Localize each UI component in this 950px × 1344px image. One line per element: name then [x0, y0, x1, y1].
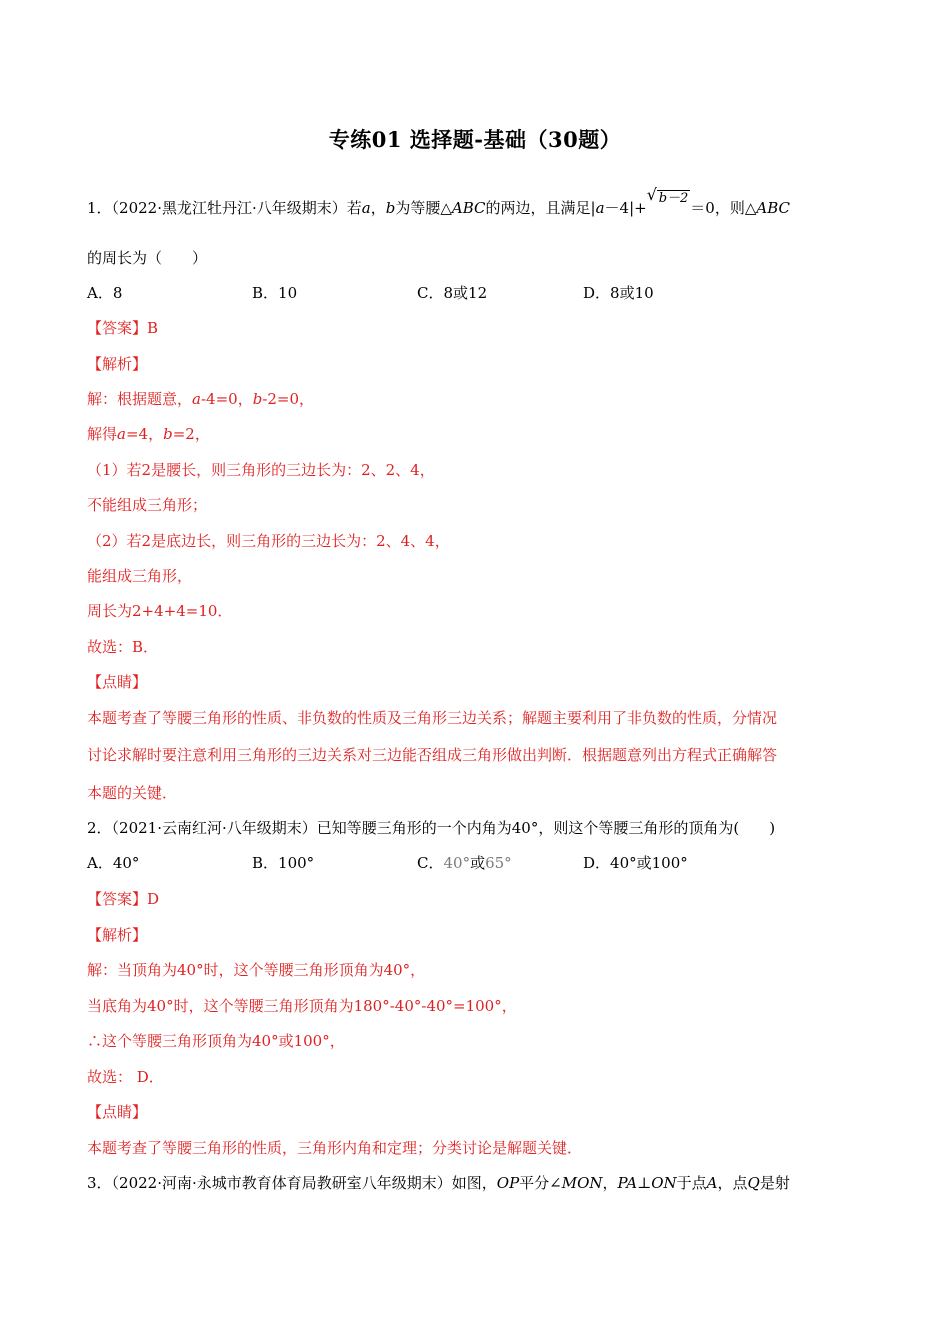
q1-solution-line3: （1）若2是腰长，则三角形的三边长为：2、2、4，: [87, 461, 435, 479]
q2-option-d: D．40°或100°: [583, 854, 688, 872]
q1-comment-heading: 【点睛】: [87, 673, 148, 691]
q1-solution-line8: 故选：B．: [87, 638, 159, 656]
q1-stem-line2: 的周长为（ ）: [87, 249, 208, 267]
q2-comment-heading: 【点睛】: [87, 1103, 148, 1121]
q1-solution-line5: （2）若2是底边长，则三角形的三边长为：2、4、4，: [87, 532, 450, 550]
q1-solution-line6: 能组成三角形，: [87, 567, 193, 585]
q2-solution-line1: 解：当顶角为40°时，这个等腰三角形顶角为40°，: [87, 961, 426, 979]
q1-comment-line3: 本题的关键．: [87, 784, 178, 802]
q2-solution-line2: 当底角为40°时，这个等腰三角形顶角为180°-40°-40°=100°，: [87, 997, 517, 1015]
q2-analysis-heading: 【解析】: [87, 926, 148, 944]
q1-solution-line7: 周长为2+4+4=10．: [87, 602, 233, 620]
q1-analysis-heading: 【解析】: [87, 355, 148, 373]
q1-answer: 【答案】B: [87, 319, 159, 337]
q2-stem-line1: 2．（2021·云南红河·八年级期末）已知等腰三角形的一个内角为40°，则这个等腰三角形的顶角为( ): [87, 819, 776, 837]
q1-solution-line2: 解得a=4，b=2，: [87, 425, 210, 443]
page-title: 专练01 选择题-基础（30题）: [328, 127, 622, 152]
q1-comment-line2: 讨论求解时要注意利用三角形的三边关系对三边能否组成三角形做出判断．根据题意列出方程式正确解答: [87, 746, 778, 764]
q1-solution-line1: 解：根据题意，a-4=0，b-2=0，: [87, 390, 315, 408]
q1-option-b: B．10: [252, 284, 298, 302]
q2-option-a: A．40°: [87, 854, 140, 872]
q1-option-c: C．8或12: [417, 284, 488, 302]
q1-option-a: A．8: [87, 284, 123, 302]
q3-stem-line1: 3．（2022·河南·永城市教育体育局教研室八年级期末）如图，OP平分∠MON，PA⊥ON于点A，点Q是射: [87, 1174, 790, 1192]
q2-option-c: C．40°或65°: [417, 854, 512, 872]
q1-stem-line1: 1．（2022·黑龙江牡丹江·八年级期末）若a，b为等腰△ABC的两边，且满足|a－4|+ √ b－2＝0，则△ABC: [87, 185, 791, 217]
q2-solution-line3: ∴这个等腰三角形顶角为40°或100°，: [87, 1032, 345, 1050]
q1-comment-line1: 本题考查了等腰三角形的性质、非负数的性质及三角形三边关系；解题主要利用了非负数的性质，分情况: [87, 709, 778, 727]
q1-solution-line4: 不能组成三角形；: [87, 496, 208, 514]
q2-option-b: B．100°: [252, 854, 315, 872]
q1-option-d: D．8或10: [583, 284, 654, 302]
q2-solution-line4: 故选： D．: [87, 1068, 164, 1086]
radical-sign-icon: √: [646, 185, 657, 204]
sqrt-expression: √ b－2: [646, 185, 689, 206]
q2-answer: 【答案】D: [87, 890, 160, 908]
q2-comment-line1: 本题考查了等腰三角形的性质，三角形内角和定理；分类讨论是解题关键．: [87, 1139, 583, 1157]
